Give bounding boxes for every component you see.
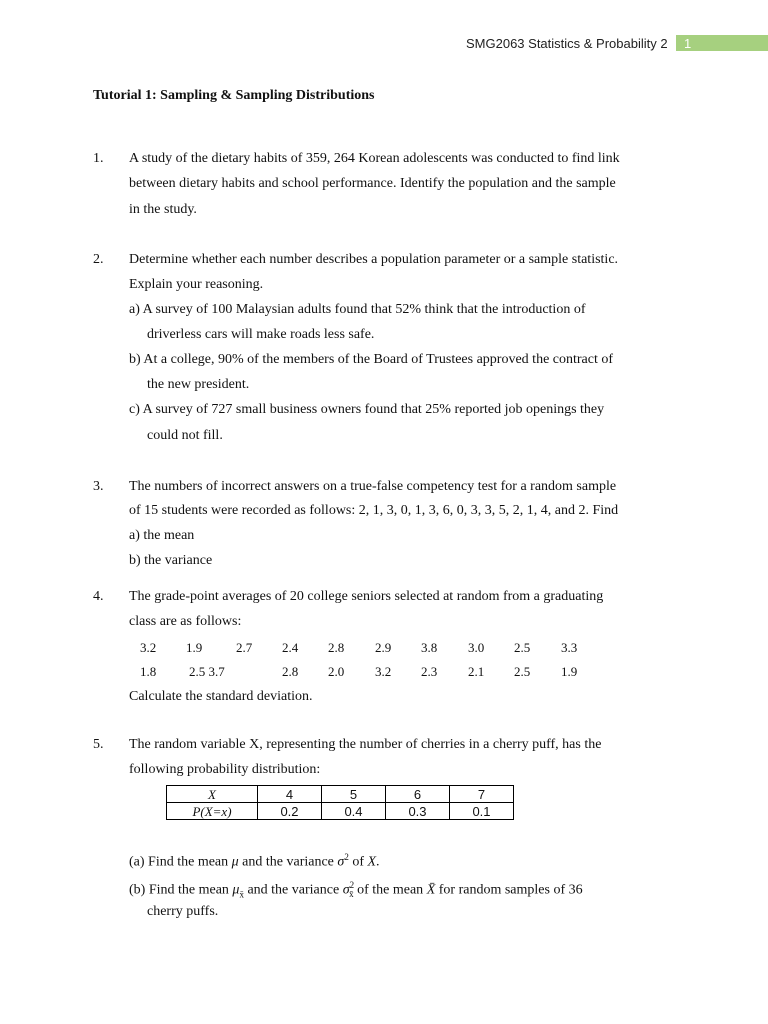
table-row [167,786,514,803]
q2b-line-2: the new president. [147,377,250,392]
q5b-text-2: and the variance [243,882,343,898]
q3-line-1: The numbers of incorrect answers on a true-false competency test for a random sample [129,479,617,494]
x-bar-variable: X̄ [426,882,436,898]
gpa-cell: 1.8 [140,664,157,679]
sigma-superscript: 2 [344,852,349,862]
table-row [167,803,514,820]
gpa-cell: 2.8 [328,640,345,655]
probability-distribution-table [166,785,514,820]
gpa-cell: 3.0 [468,640,485,655]
x-value: 5 [322,786,386,803]
mu-symbol: μ [231,854,239,870]
q2b-line-1: b) At a college, 90% of the members of the Board of Trustees approved the contract of [129,352,614,367]
q5b-text-1: (b) Find the mean [129,882,233,898]
p-value: 0.4 [322,803,386,820]
q5-number: 5. [93,737,104,752]
q3b: b) the variance [129,553,213,568]
gpa-cell: 1.9 [186,640,203,655]
gpa-cell: 2.4 [282,640,299,655]
mu-subscript: x̄ [239,889,244,900]
q5b-text-3: of the mean [353,882,427,898]
q5a [129,849,380,871]
header-course: SMG2063 Statistics & Probability 2 [466,36,668,51]
gpa-cell: 2.3 [421,664,438,679]
q5a-text-3: of [348,854,368,870]
gpa-cell: 3.3 [561,640,578,655]
p-value: 0.3 [386,803,450,820]
gpa-cell: 3.8 [421,640,438,655]
q2c-line-2: could not fill. [147,428,223,443]
q3a: a) the mean [129,528,195,543]
sigma-superscript: 2 [349,880,355,890]
q2c-line-1: c) A survey of 727 small business owners found that 25% reported job openings they [129,402,605,417]
mu-symbol: μ [232,882,240,898]
q5-line-1: The random variable X, representing the number of cherries in a cherry puff, has the [129,737,602,752]
gpa-cell: 1.9 [561,664,578,679]
page-title: Tutorial 1: Sampling & Sampling Distributions [93,88,375,103]
q1-line-2: between dietary habits and school performance. Identify the population and the sample [129,176,616,191]
sigma-symbol: σ [342,882,350,898]
x-value: 7 [450,786,514,803]
q2-line-1: Determine whether each number describes a population parameter or a sample statistic. [129,252,619,267]
sigma-symbol: σ [337,854,345,870]
q2-line-2: Explain your reasoning. [129,277,264,292]
x-value: 4 [258,786,322,803]
x-row-label: X [167,786,258,803]
q5b-line-1 [129,877,583,902]
q1-line-3: in the study. [129,202,197,217]
sigma-subscript: x̄ [349,889,354,900]
q5a-text-1: (a) Find the mean [129,854,232,870]
q3-line-2: of 15 students were recorded as follows: 2, 1, 3, 0, 1, 3, 6, 0, 3, 3, 5, 2, 1, 4, and 2. Find [129,503,619,518]
p-row-label: P(X=x) [167,803,258,820]
q2a-line-1: a) A survey of 100 Malaysian adults found that 52% think that the introduction of [129,302,586,317]
x-variable: X [367,854,377,870]
q2a-line-2: driverless cars will make roads less safe. [147,327,375,342]
q5-line-2: following probability distribution: [129,762,321,777]
gpa-cell: 2.9 [375,640,392,655]
header-page-number: 1 [684,36,692,51]
q4-line-1: The grade-point averages of 20 college seniors selected at random from a graduating [129,589,604,604]
q5b-line-2: cherry puffs. [147,904,219,919]
q4-ask: Calculate the standard deviation. [129,689,313,704]
gpa-cell: 2.8 [282,664,299,679]
q4-line-2: class are as follows: [129,614,242,629]
x-value: 6 [386,786,450,803]
p-value: 0.1 [450,803,514,820]
q5b-text-4: for random samples of 36 [435,882,583,898]
q5a-text-2: and the variance [238,854,338,870]
gpa-cell: 2.5 [514,664,531,679]
q4-number: 4. [93,589,104,604]
gpa-cell: 2.5 3.7 [189,664,225,679]
q3-number: 3. [93,479,104,494]
gpa-cell: 2.0 [328,664,345,679]
gpa-cell: 2.5 [514,640,531,655]
gpa-cell: 3.2 [375,664,392,679]
q5a-end: . [376,854,380,870]
q1-line-1: A study of the dietary habits of 359, 264 Korean adolescents was conducted to find link [129,151,620,166]
p-value: 0.2 [258,803,322,820]
gpa-cell: 2.7 [236,640,253,655]
q1-number: 1. [93,151,104,166]
gpa-cell: 2.1 [468,664,485,679]
gpa-cell: 3.2 [140,640,157,655]
q2-number: 2. [93,252,104,267]
